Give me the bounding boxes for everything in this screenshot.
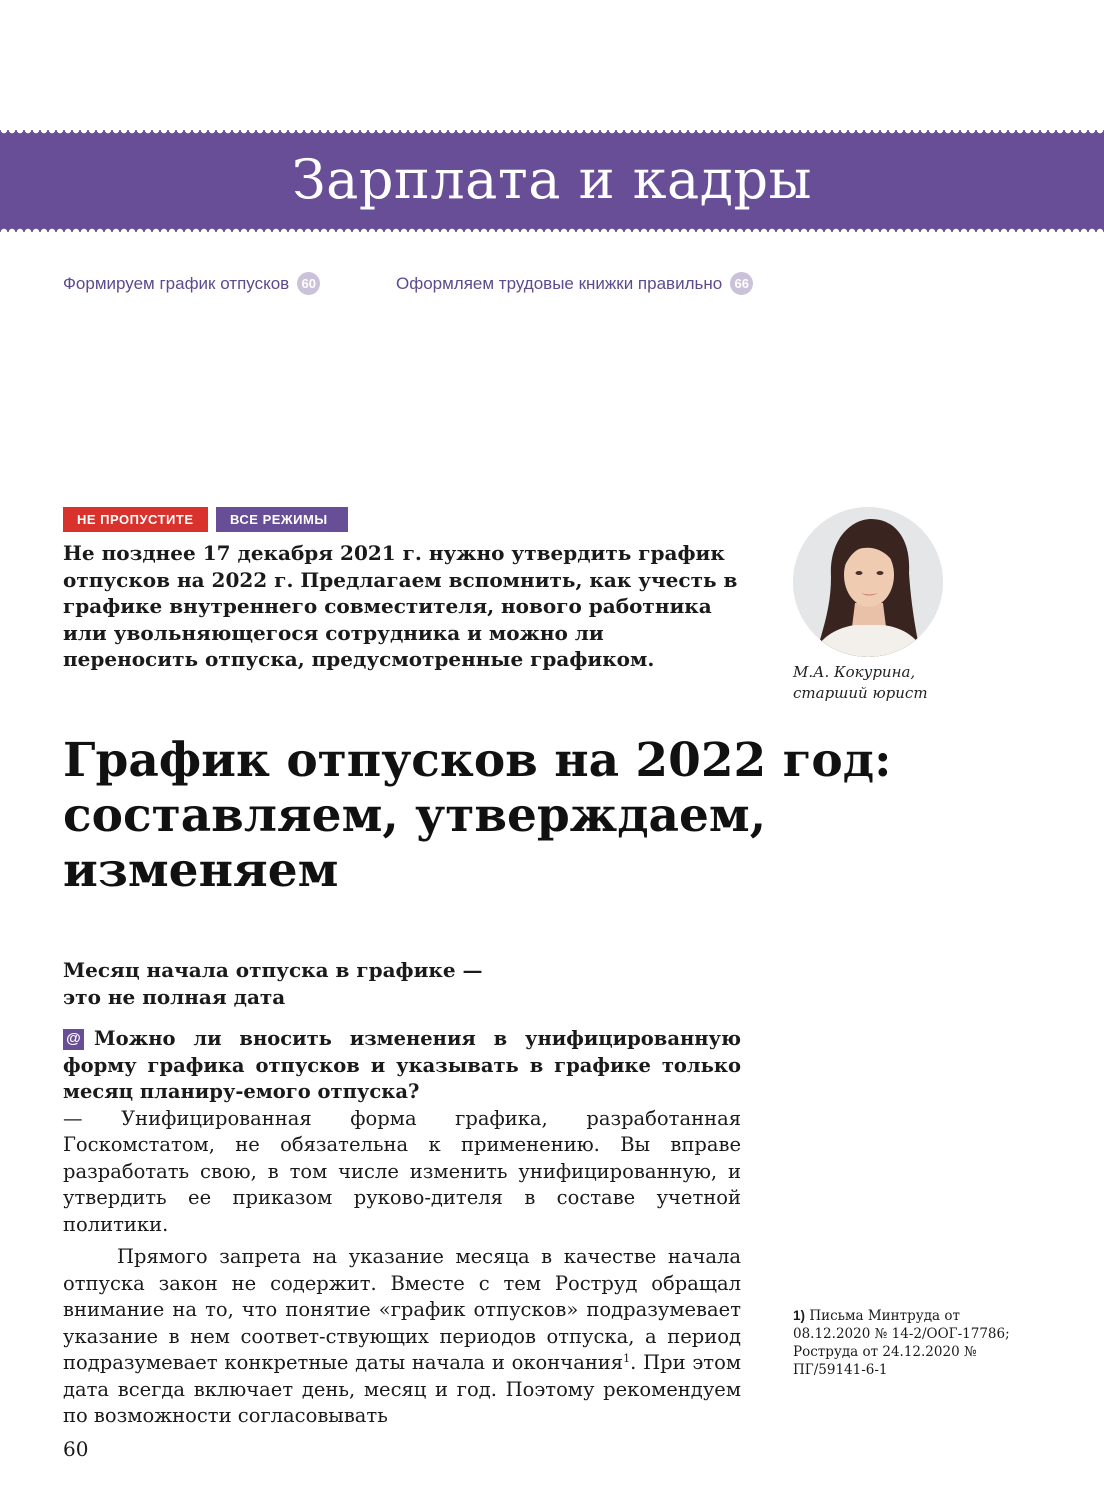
footnote-number: 1) [793,1308,806,1323]
author-role: старший юрист [793,684,928,702]
author-name: М.А. Кокурина, [793,663,916,681]
section-subheading [63,957,563,1010]
article-body [63,1026,741,1430]
section-title: Зарплата и кадры [291,148,813,211]
lead-paragraph: Не позднее 17 декабря 2021 г. нужно утвердить график отпусков на 2022 г. Предлагаем вспомнить, как учесть в графике внутреннего совместителя, нового работника или увольняющегося сотрудника и можно ли переносить отпуска, предусмотренные графиком. [63,541,738,671]
at-icon: @ [63,1029,84,1050]
toc-page-badge: 66 [730,272,753,295]
article-title: График отпусков на 2022 год: составляем, утверждаем, изменяем [63,733,892,898]
footnote-text: Письма Минтруда от 08.12.2020 № 14-2/ООГ-17786; Роструда от 24.12.2020 № ПГ/59141-6-1 [793,1308,1010,1378]
tag-dont-miss: НЕ ПРОПУСТИТЕ [63,507,208,532]
section-header-band [0,130,1104,232]
footnote-ref[interactable]: 1 [623,1352,631,1365]
subheading-line: это не полная дата [63,984,286,1009]
subheading-line: Месяц начала отпуска в графике — [63,958,483,982]
author-caption [793,662,1013,704]
toc-page-badge: 60 [297,272,320,295]
toc-link-work-books[interactable] [396,272,753,295]
body-paragraph-text: . При этом дата всегда включает день, месяц и год. Поэтому рекомендуем по возможности согласовывать [63,1351,741,1427]
footnote [793,1307,1023,1379]
author-photo [793,507,943,657]
body-paragraph-text: Прямого запрета на указание месяца в качестве начала отпуска закон не содержит. Вместе с тем Роструд обращал внимание на то, что понятие «график отпусков» подразумевает указание в нем соответ-ствующих периодов отпуска, а период подразумевает конкретные даты начала и окончания [63,1245,741,1374]
answer-text: — Унифицированная форма графика, разработанная Госкомстатом, не обязательна к применению. Вы вправе разработать свою, в том числе изменить унифицированную, и утвердить ее приказом руково-дителя в составе учетной политики. [63,1106,741,1236]
page-number: 60 [63,1437,89,1461]
toc-link-vacation-schedule[interactable] [63,272,320,295]
question [63,1026,741,1106]
toc-link-label: Оформляем трудовые книжки правильно [396,273,723,293]
tag-all-regimes: ВСЕ РЕЖИМЫ [216,507,348,532]
question-text: Можно ли вносить изменения в унифицированную форму графика отпусков и указывать в графике только месяц планиру-емого отпуска? [63,1027,741,1103]
toc-link-label: Формируем график отпусков [63,273,290,293]
body-paragraph [63,1244,741,1430]
